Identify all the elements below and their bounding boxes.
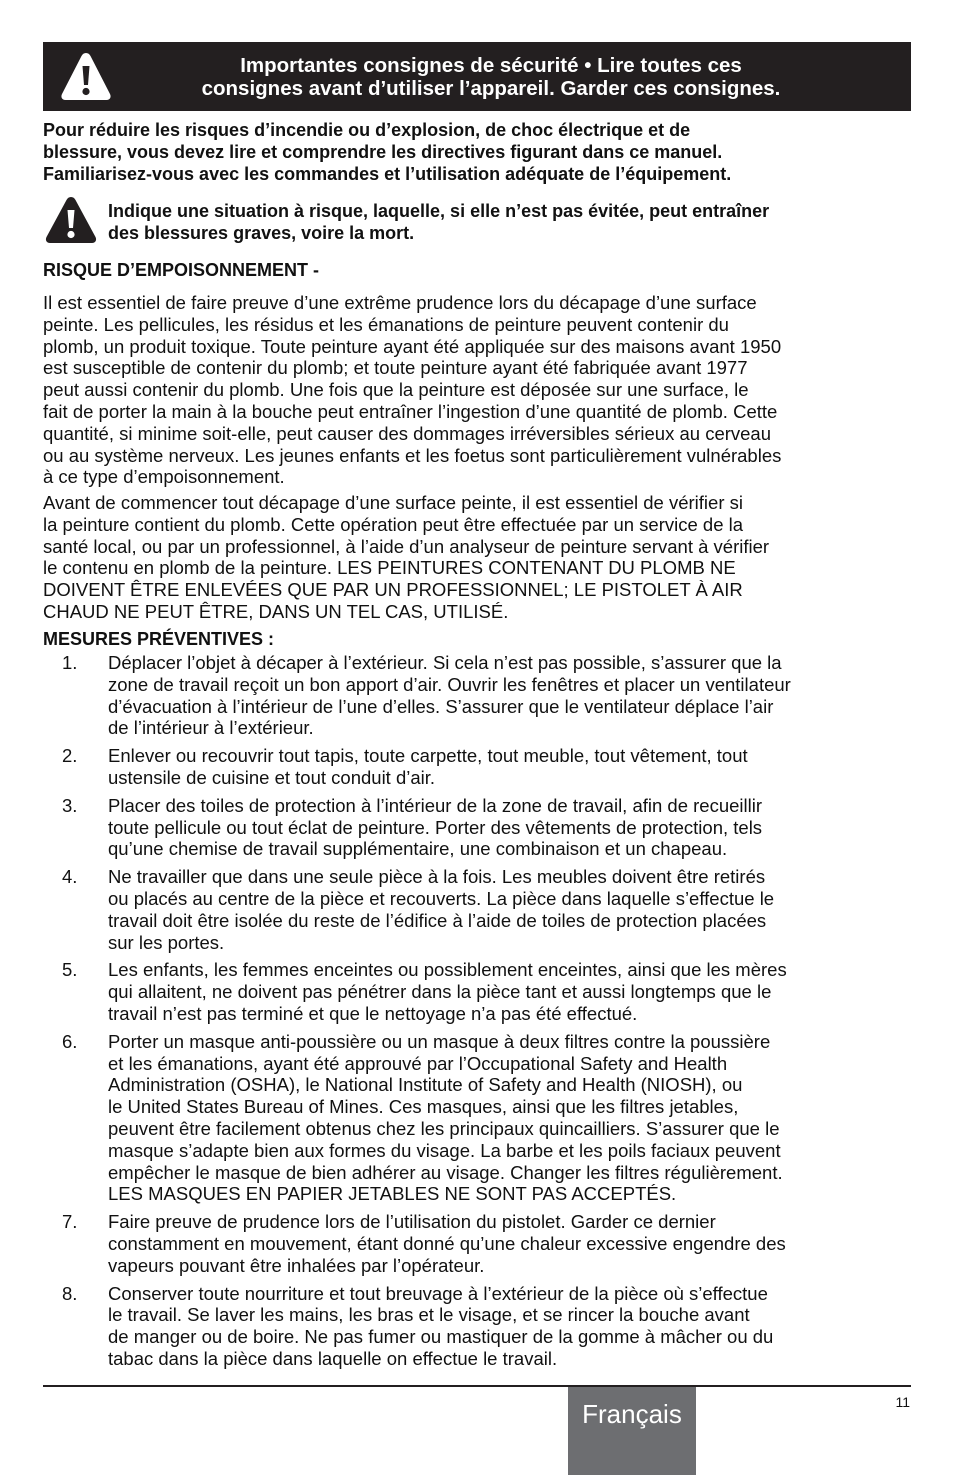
step-number: 5. — [62, 959, 78, 981]
step-line: Enlever ou recouvrir tout tapis, toute carpette, tout meuble, tout vêtement, tout — [108, 745, 748, 767]
para-line: santé local, ou par un professionnel, à l’aide d’un analyseur de peinture servant à vérifier — [43, 535, 770, 557]
list-item — [43, 745, 923, 789]
step-line: Ne travailler que dans une seule pièce à la fois. Les meubles doivent être retirés — [108, 866, 766, 888]
step-line: masque s’adapte bien aux formes du visage. La barbe et les poils faciaux peuvent — [108, 1139, 781, 1161]
list-item — [43, 959, 923, 1024]
para-line: la peinture contient du plomb. Cette opération peut être effectuée par un service de la — [43, 513, 744, 535]
step-line: qu’une chemise de travail supplémentaire, une combinaison et un chapeau. — [108, 838, 728, 860]
para-line: est susceptible de contenir du plomb; et toute peinture ayant été fabriquée avant 1977 — [43, 357, 748, 379]
para-line: CHAUD NE PEUT ÊTRE, DANS UN TEL CAS, UTILISÉ. — [43, 600, 509, 622]
step-line: Placer des toiles de protection à l’intérieur de la zone de travail, afin de recueillir — [108, 794, 763, 816]
step-line: zone de travail reçoit un bon apport d’air. Ouvrir les fenêtres et placer un ventilateur — [108, 673, 791, 695]
step-line: travail n’est pas terminé et que le nettoyage n’a pas été effectué. — [108, 1002, 638, 1024]
page-number: 11 — [895, 1394, 910, 1410]
step-line: Faire preuve de prudence lors de l’utilisation du pistolet. Garder ce dernier — [108, 1211, 716, 1233]
safety-header-title — [127, 54, 855, 100]
step-line: de l’intérieur à l’extérieur. — [108, 717, 314, 739]
intro-line: blessure, vous devez lire et comprendre les directives figurant dans ce manuel. — [43, 142, 723, 162]
para-line: Il est essentiel de faire preuve d’une extrême prudence lors du décapage d’une surface — [43, 292, 757, 313]
lead-paragraph-2 — [43, 492, 923, 623]
step-number: 3. — [62, 794, 78, 816]
list-item — [43, 1031, 923, 1205]
para-line: quantité, si minime soit-elle, peut causer des dommages irréversibles sérieux au cerveau — [43, 422, 772, 444]
para-line: plomb, un produit toxique. Toute peinture ayant été appliquée sur des maisons avant 1950 — [43, 335, 782, 357]
step-line: sur les portes. — [108, 931, 225, 953]
list-item — [43, 866, 923, 953]
list-item — [43, 1283, 923, 1370]
step-number: 7. — [62, 1211, 78, 1233]
para-line: Avant de commencer tout décapage d’une surface peinte, il est essentiel de vérifier si — [43, 492, 743, 513]
para-line: ou au système nerveux. Les jeunes enfants et les foetus sont particulièrement vulnérables — [43, 444, 782, 466]
risk-title: RISQUE D’EMPOISONNEMENT - — [43, 260, 320, 280]
step-line: toute pellicule ou tout éclat de peinture. Porter des vêtements de protection, tels — [108, 816, 763, 838]
intro-paragraph — [43, 119, 923, 185]
step-number: 4. — [62, 866, 78, 888]
lead-paragraph-1 — [43, 292, 923, 488]
step-line: constamment en mouvement, étant donné qu’une chaleur excessive engendre des — [108, 1232, 786, 1254]
warning-line: des blessures graves, voire la mort. — [108, 223, 415, 243]
step-line: ou placés au centre de la pièce et recouverts. La pièce dans laquelle s’effectue le — [108, 887, 775, 909]
list-item — [43, 795, 923, 860]
footer-divider — [43, 1385, 911, 1387]
step-line: de manger ou de boire. Ne pas fumer ou mastiquer de la gomme à mâcher ou du — [108, 1326, 774, 1348]
step-line: Conserver toute nourriture et tout breuvage à l’extérieur de la pièce où s’effectue — [108, 1282, 768, 1304]
para-line: peinte. Les pellicules, les résidus et les émanations de peinture peuvent contenir du — [43, 313, 729, 335]
step-line: empêcher le masque de bien adhérer au visage. Changer les filtres régulièrement. — [108, 1161, 783, 1183]
step-line: ustensile de cuisine et tout conduit d’air. — [108, 766, 436, 788]
step-line: Les enfants, les femmes enceintes ou possiblement enceintes, ainsi que les mères — [108, 959, 787, 981]
language-tab: Français — [568, 1387, 696, 1475]
step-line: Porter un masque anti-poussière ou un masque à deux filtres contre la poussière — [108, 1030, 771, 1052]
header-line-1: Importantes consignes de sécurité • Lire toutes ces — [240, 54, 742, 77]
step-line: Déplacer l’objet à décaper à l’extérieur. Si cela n’est pas possible, s’assurer que la — [108, 652, 782, 673]
header-line-2: consignes avant d’utiliser l’appareil. Garder ces consignes. — [201, 77, 781, 100]
list-item — [43, 1211, 923, 1276]
intro-line: Familiarisez-vous avec les commandes et l’utilisation adéquate de l’équipement. — [43, 164, 732, 184]
list-item — [43, 652, 923, 739]
para-line: peut aussi contenir du plomb. Une fois que la peinture est déposée sur une surface, le — [43, 379, 749, 401]
step-line: peuvent être facilement obtenus chez les principaux quincailliers. S’assurer que le — [108, 1117, 780, 1139]
step-line: d’évacuation à l’intérieur de l’une d’elles. S’assurer que le ventilateur déplace l’air — [108, 695, 774, 717]
safety-header-bar — [43, 42, 911, 111]
step-line: tabac dans la pièce dans laquelle on effectue le travail. — [108, 1347, 558, 1369]
preventive-steps-list — [43, 652, 923, 1376]
step-line: et les émanations, ayant été approuvé par l’Occupational Safety and Health — [108, 1052, 728, 1074]
warning-statement — [108, 200, 918, 244]
step-number: 2. — [62, 745, 78, 767]
step-line: Administration (OSHA), le National Institute of Safety and Health (NIOSH), ou — [108, 1074, 743, 1096]
step-line: vapeurs pouvant être inhalées par l’opérateur. — [108, 1254, 485, 1276]
para-line: à ce type d’empoisonnement. — [43, 466, 285, 488]
step-line: travail doit être isolée du reste de l’édifice à l’aide de toiles de protection placées — [108, 909, 767, 931]
step-line: le United States Bureau of Mines. Ces masques, ainsi que les filtres jetables, — [108, 1096, 739, 1118]
para-line: DOIVENT ÊTRE ENLEVÉES QUE PAR UN PROFESSIONNEL; LE PISTOLET À AIR — [43, 579, 743, 601]
intro-line: Pour réduire les risques d’incendie ou d’explosion, de choc électrique et de — [43, 120, 691, 140]
step-number: 8. — [62, 1282, 78, 1304]
para-line: fait de porter la main à la bouche peut entraîner l’ingestion d’une quantité de plomb. Cette — [43, 400, 778, 422]
step-line: LES MASQUES EN PAPIER JETABLES NE SONT PAS ACCEPTÉS. — [108, 1183, 677, 1205]
warning-line: Indique une situation à risque, laquelle, si elle n’est pas évitée, peut entraîner — [108, 201, 770, 221]
warning-triangle-icon — [44, 195, 98, 245]
step-number: 6. — [62, 1030, 78, 1052]
para-line: le contenu en plomb de la peinture. LES PEINTURES CONTENANT DU PLOMB NE — [43, 557, 736, 579]
step-number: 1. — [62, 652, 78, 673]
step-line: le travail. Se laver les mains, les bras et le visage, et se rincer la bouche avant — [108, 1304, 750, 1326]
measures-title: MESURES PRÉVENTIVES : — [43, 629, 275, 649]
step-line: qui allaitent, ne doivent pas pénétrer dans la pièce tant et aussi longtemps que le — [108, 981, 772, 1003]
warning-triangle-icon — [59, 50, 113, 102]
